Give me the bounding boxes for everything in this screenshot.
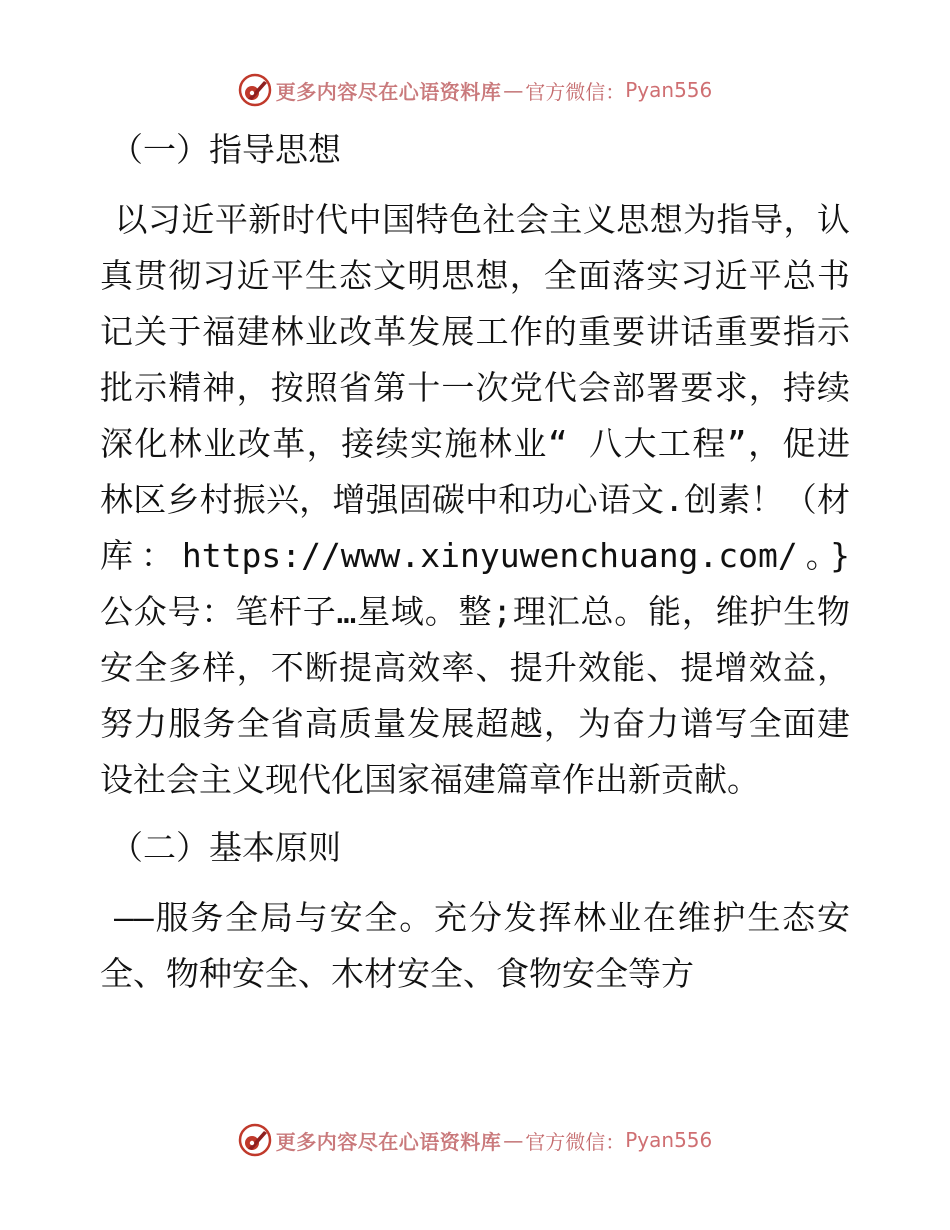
footer-wechat-account: Pyan556 [625, 1128, 713, 1152]
header-wechat-label: 官方微信： [525, 79, 626, 104]
footer-wechat-label: 官方微信： [525, 1129, 626, 1154]
document-body [100, 118, 850, 1014]
quill-seal-logo-icon [238, 73, 272, 107]
section-2-paragraph [100, 890, 850, 1002]
section-1-paragraph [100, 192, 850, 808]
footer-watermark [0, 1120, 950, 1160]
section-2-text: ——服务全局与安全。充分发挥林业在维护生态安全、物种安全、木材安全、食物安全等方 [100, 898, 850, 993]
footer-dash: — [503, 1128, 524, 1152]
quill-seal-logo-icon [238, 1123, 272, 1157]
footer-promo-text: 更多内容尽在心语资料库 [275, 1129, 502, 1154]
section-1-heading: （一）指导思想 [110, 130, 341, 169]
header-dash: — [503, 78, 524, 102]
section-2-heading: （二）基本原则 [110, 828, 341, 867]
header-watermark [0, 70, 950, 110]
header-wechat-account: Pyan556 [625, 78, 713, 102]
header-promo-text: 更多内容尽在心语资料库 [275, 79, 502, 104]
section-1-text: 以习近平新时代中国特色社会主义思想为指导，认真贯彻习近平生态文明思想，全面落实习近平总书记关于福建林业改革发展工作的重要讲话重要指示批示精神，按照省第十一次党代会部署要求，持续深化林业改革，接续实施林业“ 八大工程”，促进林区乡村振兴，增强固碳中和功心语文.创素！（材库：https://www.xinyuwenchuang.com/。}公众号：笔杆子…星域。整;理汇总。能，维护生物安全多样，不断提高效率、提升效能、提增效益，努力服务全省高质量发展超越，为奋力谱写全面建设社会主义现代化国家福建篇章作出新贡献。 [100, 200, 850, 799]
